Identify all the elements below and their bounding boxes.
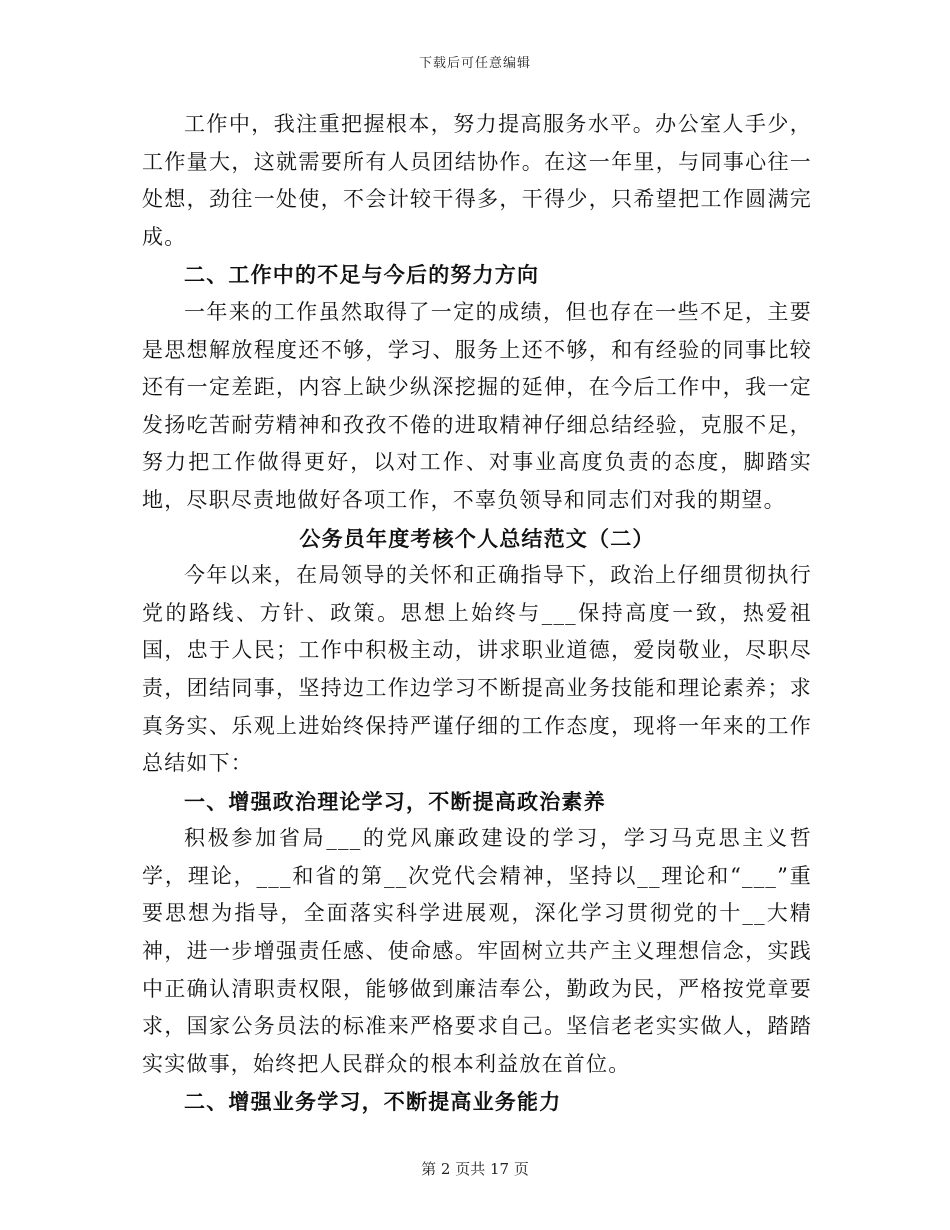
document-body [142, 106, 812, 1121]
section-heading-shortcomings: 二、工作中的不足与今后的努力方向 [184, 262, 540, 288]
paragraph-political-study: 积极参加省局___的党风廉政建设的学习，学习马克思主义哲学，理论，___和省的第__次党代会精神，坚持以__理论和“___”重要思想为指导，全面落实科学进展观，深化学习贯彻党的十__大精神，进一步增强责任感、使命感。牢固树立共产主义理想信念，实践中正确认清职责权限，能够做到廉洁奉公，勤政为民，严格按党章要求，国家公务员法的标准来严格要求自己。坚信老老实实做人，踏踏实实做事，始终把人民群众的根本利益放在首位。 [142, 826, 812, 1076]
paragraph-teamwork: 工作中，我注重把握根本，努力提高服务水平。办公室人手少，工作量大，这就需要所有人员团结协作。在这一年里，与同事心往一处想，劲往一处使，不会计较干得多，干得少，只希望把工作圆满完成。 [142, 112, 812, 249]
section-heading-political-study: 一、增强政治理论学习，不断提高政治素养 [184, 788, 606, 814]
page-number: 第 2 页共 17 页 [421, 1160, 529, 1178]
paragraph-shortcomings: 一年来的工作虽然取得了一定的成绩，但也存在一些不足，主要是思想解放程度还不够，学习、服务上还不够，和有经验的同事比较还有一定差距，内容上缺少纵深挖掘的延伸，在今后工作中，我一定发扬吃苦耐劳精神和孜孜不倦的进取精神仔细总结经验，克服不足，努力把工作做得更好，以对工作、对事业高度负责的态度，脚踏实地，尽职尽责地做好各项工作，不辜负领导和同志们对我的期望。 [142, 299, 812, 512]
document-title: 公务员年度考核个人总结范文（二） [299, 525, 655, 551]
section-heading-business-study: 二、增强业务学习，不断提高业务能力 [184, 1089, 562, 1115]
header-note: 下载后可任意编辑 [418, 56, 531, 71]
paragraph-intro: 今年以来，在局领导的关怀和正确指导下，政治上仔细贯彻执行党的路线、方针、政策。思想上始终与___保持高度一致，热爱祖国，忠于人民；工作中积极主动，讲求职业道德，爱岗敬业，尽职尽责，团结同事，坚持边工作边学习不断提高业务技能和理论素养；求真务实、乐观上进始终保持严谨仔细的工作态度，现将一年来的工作总结如下： [142, 563, 812, 776]
